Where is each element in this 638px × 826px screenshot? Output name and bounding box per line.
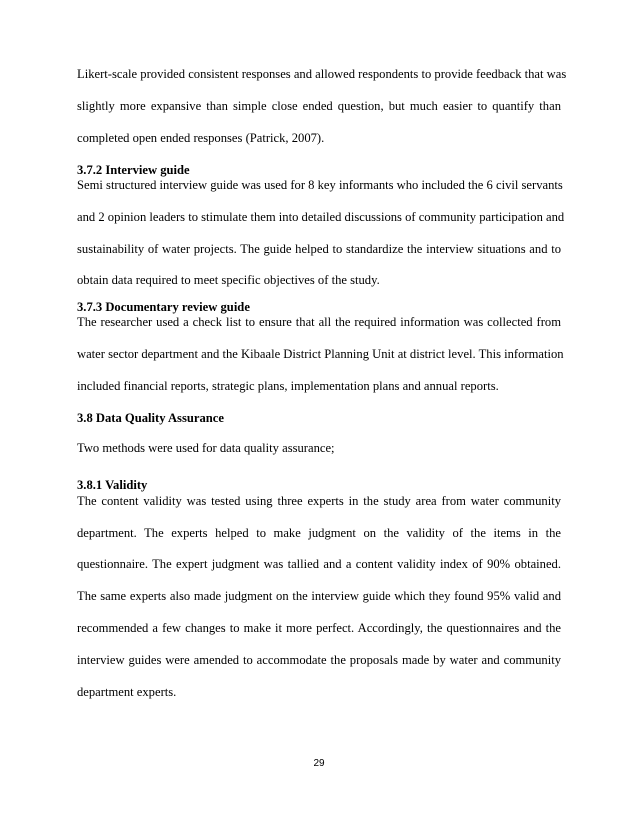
validity-line-2: department. The experts helped to make judgment on the validity of the items in the	[77, 526, 561, 540]
interview-guide-line-3: sustainability of water projects. The guide helped to standardize the interview situations and to	[77, 242, 561, 256]
interview-guide-line-1: Semi structured interview guide was used for 8 key informants who included the 6 civil servants	[77, 178, 563, 192]
interview-guide-line-2: and 2 opinion leaders to stimulate them into detailed discussions of community participation and	[77, 210, 565, 224]
interview-guide-line-4: obtain data required to meet specific objectives of the study.	[77, 273, 380, 287]
intro-line-3: completed open ended responses (Patrick, 2007).	[77, 131, 325, 145]
validity-line-1: The content validity was tested using three experts in the study area from water community	[77, 494, 561, 508]
validity-line-6: interview guides were amended to accommodate the proposals made by water and community	[77, 653, 561, 667]
section-heading-validity: 3.8.1 Validity	[77, 478, 148, 492]
data-quality-line-1: Two methods were used for data quality assurance;	[77, 441, 335, 455]
section-heading-interview-guide: 3.7.2 Interview guide	[77, 163, 190, 177]
validity-line-7: department experts.	[77, 685, 177, 699]
intro-line-2: slightly more expansive than simple close ended question, but much easier to quantify than	[77, 99, 561, 113]
documentary-review-line-1: The researcher used a check list to ensure that all the required information was collected from	[77, 315, 561, 329]
validity-line-5: recommended a few changes to make it more perfect. Accordingly, the questionnaires and the	[77, 621, 561, 635]
intro-line-1: Likert-scale provided consistent responses and allowed respondents to provide feedback that was	[77, 67, 567, 81]
section-heading-data-quality: 3.8 Data Quality Assurance	[77, 411, 224, 425]
validity-line-3: questionnaire. The expert judgment was tallied and a content validity index of 90% obtained.	[77, 557, 561, 571]
documentary-review-line-3: included financial reports, strategic plans, implementation plans and annual reports.	[77, 379, 499, 393]
documentary-review-line-2: water sector department and the Kibaale District Planning Unit at district level. This information	[77, 347, 564, 361]
validity-line-4: The same experts also made judgment on the interview guide which they found 95% valid and	[77, 589, 561, 603]
section-heading-documentary-review: 3.7.3 Documentary review guide	[77, 300, 250, 314]
page-number: 29	[313, 758, 325, 769]
